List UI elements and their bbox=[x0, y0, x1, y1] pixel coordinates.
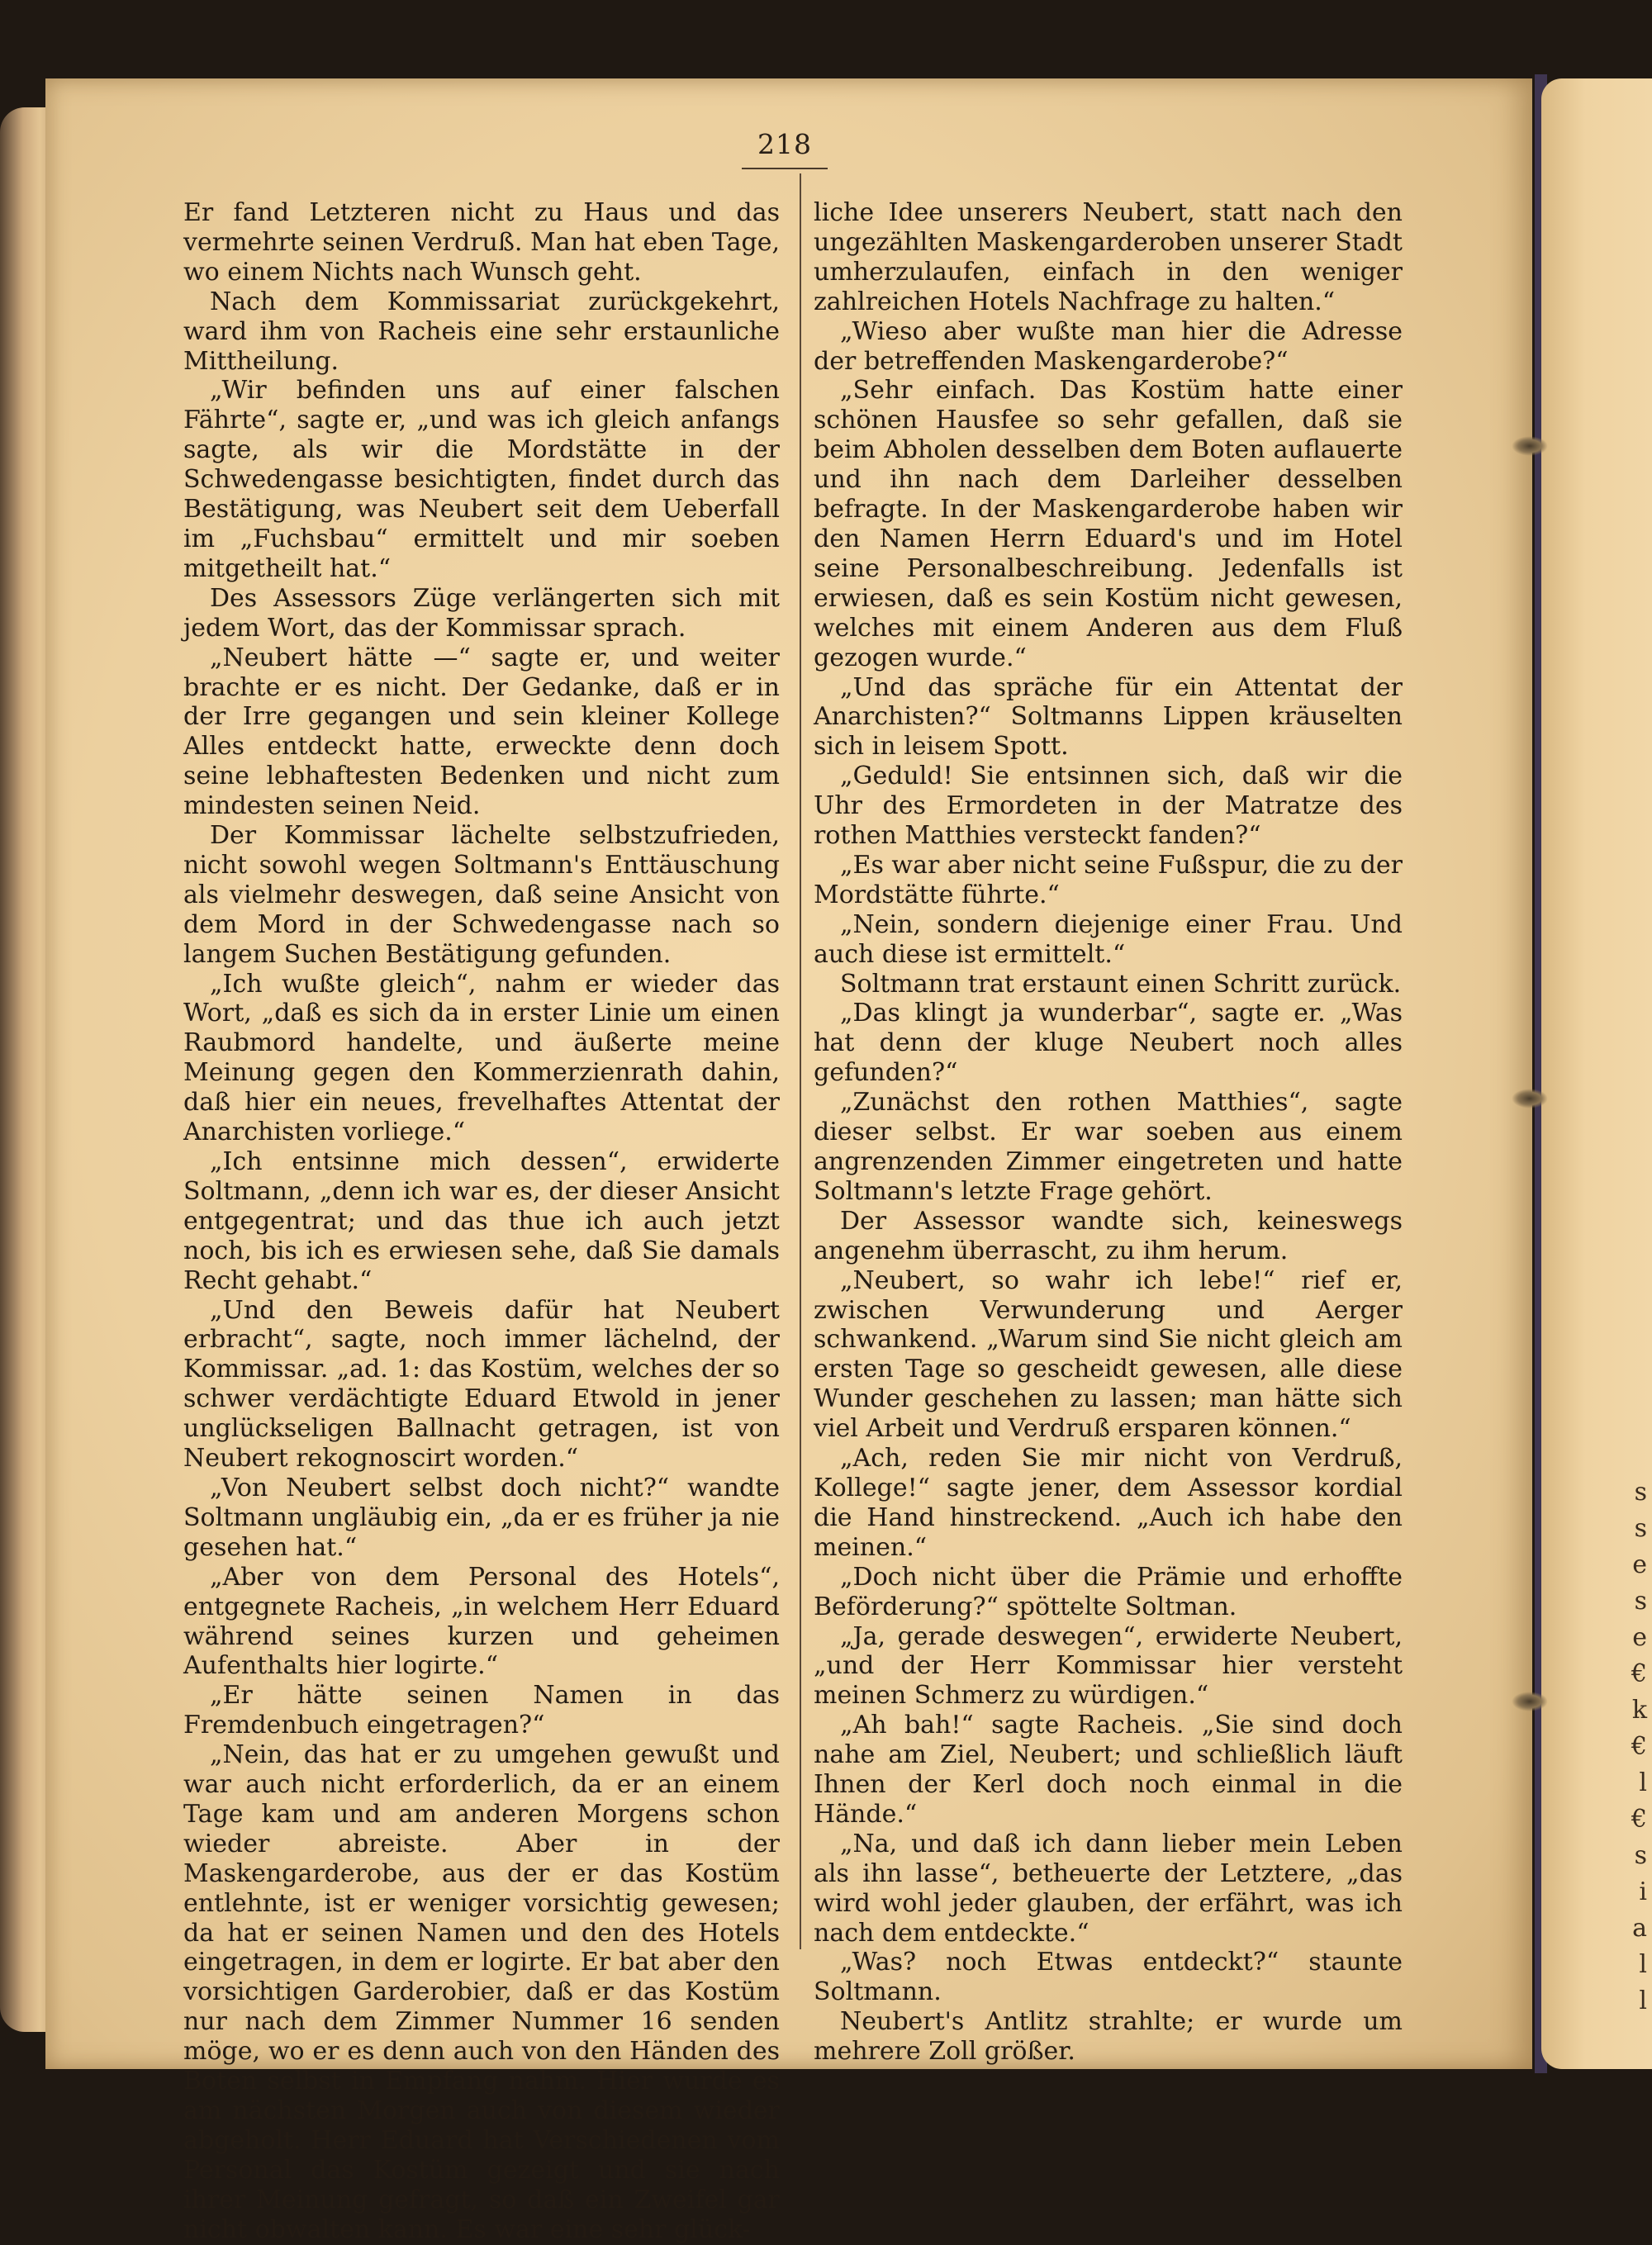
paragraph: „Ich entsinne mich dessen“, erwiderte Soltmann, „denn ich war es, der dieser Ansicht entgegentrat; und das thue ich auch jetzt noch, bis ich es erwiesen sehe, daß Sie damals Recht gehabt.“ bbox=[183, 1147, 780, 1295]
paragraph: „Wieso aber wußte man hier die Adresse der betreffenden Maskengarderobe?“ bbox=[814, 316, 1403, 376]
paragraph: „Ach, reden Sie mir nicht von Verdruß, Kollege!“ sagte jener, dem Assessor kordial die Hand hinstreckend. „Auch ich habe den meinen.“ bbox=[814, 1444, 1403, 1562]
edge-letter: l bbox=[1639, 1950, 1647, 1979]
edge-letter: € bbox=[1631, 1805, 1647, 1834]
paragraph: Er fand Letzteren nicht zu Haus und das vermehrte seinen Verdruß. Man hat eben Tage, wo einem Nichts nach Wunsch geht. bbox=[183, 198, 780, 287]
paragraph: „Neubert, so wahr ich lebe!“ rief er, zwischen Verwunderung und Aerger schwankend. „Warum sind Sie nicht gleich am ersten Tage so gescheidt gewesen, alle diese Wunder geschehen zu lassen; man hätte sich viel Arbeit und Verdruß ersparen können.“ bbox=[814, 1265, 1403, 1444]
edge-letter: l bbox=[1639, 1768, 1647, 1797]
paragraph: „Was? noch Etwas entdeckt?“ staunte Soltmann. bbox=[814, 1948, 1403, 2007]
edge-letter: s bbox=[1634, 1514, 1647, 1543]
paragraph: „Das klingt ja wunderbar“, sagte er. „Was hat denn der kluge Neubert noch alles gefunden?“ bbox=[814, 999, 1403, 1088]
right-text-column bbox=[814, 198, 1403, 2067]
facing-page-edge bbox=[1541, 78, 1652, 2069]
paragraph: „Und das spräche für ein Attentat der Anarchisten?“ Soltmanns Lippen kräuselten sich in leisem Spott. bbox=[814, 672, 1403, 762]
paragraph: „Ah bah!“ sagte Racheis. „Sie sind doch nahe am Ziel, Neubert; und schließlich läuft Ihnen der Kerl doch noch einmal in die Hände.“ bbox=[814, 1711, 1403, 1829]
column-divider bbox=[800, 173, 801, 1949]
paragraph: „Zunächst den rothen Matthies“, sagte dieser selbst. Er war soeben aus einem angrenzenden Zimmer eingetreten und hatte Soltmann's letzte Frage gehört. bbox=[814, 1088, 1403, 1206]
paragraph: „Sehr einfach. Das Kostüm hatte einer schönen Hausfee so sehr gefallen, daß sie beim Abholen desselben dem Boten auflauerte und ihn nach dem Darleiher desselben befragte. In der Maskengarderobe haben wir den Namen Herrn Eduard's und im Hotel seine Personalbeschreibung. Jedenfalls ist erwiesen, daß es sein Kostüm nicht gewesen, welches mit einem Anderen aus dem Fluß gezogen wurde.“ bbox=[814, 376, 1403, 672]
binding-stitch bbox=[1512, 1089, 1548, 1108]
paragraph: liche Idee unserers Neubert, statt nach den ungezählten Maskengarderoben unserer Stadt umherzulaufen, einfach in den weniger zahlreichen Hotels Nachfrage zu halten.“ bbox=[814, 198, 1403, 316]
paragraph: „Er hätte seinen Namen in das Fremdenbuch eingetragen?“ bbox=[183, 1681, 780, 1740]
edge-letter: a bbox=[1632, 1914, 1647, 1943]
paragraph: „Geduld! Sie entsinnen sich, daß wir die Uhr des Ermordeten in der Matratze des rothen Matthies versteckt fanden?“ bbox=[814, 762, 1403, 851]
edge-letter: € bbox=[1631, 1659, 1647, 1688]
paragraph: „Ich wußte gleich“, nahm er wieder das Wort, „daß es sich da in erster Linie um einen Raubmord handelte, und äußerte meine Meinung gegen den Kommerzienrath dahin, daß hier ein neues, frevelhaftes Attentat der Anarchisten vorliege.“ bbox=[183, 969, 780, 1147]
edge-letter: k bbox=[1631, 1696, 1647, 1725]
edge-letter: € bbox=[1631, 1732, 1647, 1761]
paragraph: Der Assessor wandte sich, keineswegs angenehm überrascht, zu ihm herum. bbox=[814, 1206, 1403, 1265]
paragraph: „Es war aber nicht seine Fußspur, die zu der Mordstätte führte.“ bbox=[814, 850, 1403, 909]
paragraph: „Aber von dem Personal des Hotels“, entgegnete Racheis, „in welchem Herr Eduard während seines kurzen und geheimen Aufenthalts hier logirte.“ bbox=[183, 1562, 780, 1681]
facing-page-letters bbox=[1629, 1474, 1647, 2020]
paragraph: „Und den Beweis dafür hat Neubert erbracht“, sagte, noch immer lächelnd, der Kommissar. „ad. 1: das Kostüm, welches der so schwer verdächtigte Eduard Etwold in jener unglückseligen Ballnacht getragen, ist von Neubert rekognoscirt worden.“ bbox=[183, 1295, 780, 1474]
paragraph: „Doch nicht über die Prämie und erhoffte Beförderung?“ spöttelte Soltman. bbox=[814, 1562, 1403, 1621]
paragraph: Der Kommissar lächelte selbstzufrieden, nicht sowohl wegen Soltmann's Enttäuschung als vielmehr deswegen, daß seine Ansicht von dem Mord in der Schwedengasse nach so langem Suchen Bestätigung gefunden. bbox=[183, 821, 780, 969]
paragraph: „Neubert hätte —“ sagte er, und weiter brachte er es nicht. Der Gedanke, daß er in der Irre gegangen und sein kleiner Kollege Alles entdeckt hatte, erweckte denn doch seine lebhaftesten Bedenken und nicht zum mindesten seinen Neid. bbox=[183, 643, 780, 821]
edge-letter: s bbox=[1634, 1841, 1647, 1870]
edge-letter: l bbox=[1639, 1986, 1647, 2015]
edge-letter: i bbox=[1639, 1877, 1647, 1906]
edge-letter: s bbox=[1634, 1478, 1647, 1507]
paragraph: „Nein, sondern diejenige einer Frau. Und auch diese ist ermittelt.“ bbox=[814, 909, 1403, 969]
edge-letter: s bbox=[1634, 1587, 1647, 1616]
paragraph: „Na, und daß ich dann lieber mein Leben als ihn lasse“, betheuerte der Letztere, „das wird wohl jeder glauben, der erfährt, was ich nach dem entdeckte.“ bbox=[814, 1829, 1403, 1948]
edge-letter: e bbox=[1632, 1623, 1647, 1652]
page-number: 218 bbox=[757, 128, 812, 160]
edge-letter: e bbox=[1632, 1550, 1647, 1579]
left-text-column bbox=[183, 198, 780, 2245]
paragraph: „Ja, gerade deswegen“, erwiderte Neubert, „und der Herr Kommissar hier versteht meinen Schmerz zu würdigen.“ bbox=[814, 1621, 1403, 1711]
paragraph: Nach dem Kommissariat zurückgekehrt, ward ihm von Racheis eine sehr erstaunliche Mittheilung. bbox=[183, 287, 780, 376]
binding-stitch bbox=[1512, 436, 1548, 456]
paragraph: „Wir befinden uns auf einer falschen Fährte“, sagte er, „und was ich gleich anfangs sagte, als wir die Mordstätte in der Schwedengasse besichtigten, findet durch das Bestätigung, was Neubert seit dem Ueberfall im „Fuchsbau“ ermittelt und mir soeben mitgetheilt hat.“ bbox=[183, 376, 780, 583]
page-number-rule bbox=[742, 168, 828, 169]
paragraph: Des Assessors Züge verlängerten sich mit jedem Wort, das der Kommissar sprach. bbox=[183, 583, 780, 643]
paragraph: Soltmann trat erstaunt einen Schritt zurück. bbox=[840, 969, 1402, 999]
paragraph: Neubert's Antlitz strahlte; er wurde um mehrere Zoll größer. bbox=[814, 2007, 1403, 2067]
paragraph: „Von Neubert selbst doch nicht?“ wandte Soltmann ungläubig ein, „da er es früher ja nie gesehen hat.“ bbox=[183, 1473, 780, 1562]
paragraph: „Nein, das hat er zu umgehen gewußt und war auch nicht erforderlich, da er an einem Tage kam und am anderen Morgens schon wieder abreiste. Aber in der Maskengarderobe, aus der er das Kostüm entlehnte, ist er weniger vorsichtig gewesen; da hat er seinen Namen und den des Hotels eingetragen, in dem er logirte. Er bat aber den vorsichtigen Garderobier, daß er das Kostüm nur nach dem Zimmer Nummer 16 senden möge, wo er es denn auch von den Händen des Boten selbst in Empfang nahm. Hier wurde es am nächsten Morgen auch von diesem wieder abgeholt. Herr Eduard hat Verschiedenen vom Personal das Kostüm gezeigt und sie nach ihrer Meinung gefragt, so daß ein Zweifel gar nicht obwalten kann. Es war eine sehr glück- bbox=[183, 1740, 780, 2244]
binding-stitch bbox=[1512, 1692, 1548, 1711]
